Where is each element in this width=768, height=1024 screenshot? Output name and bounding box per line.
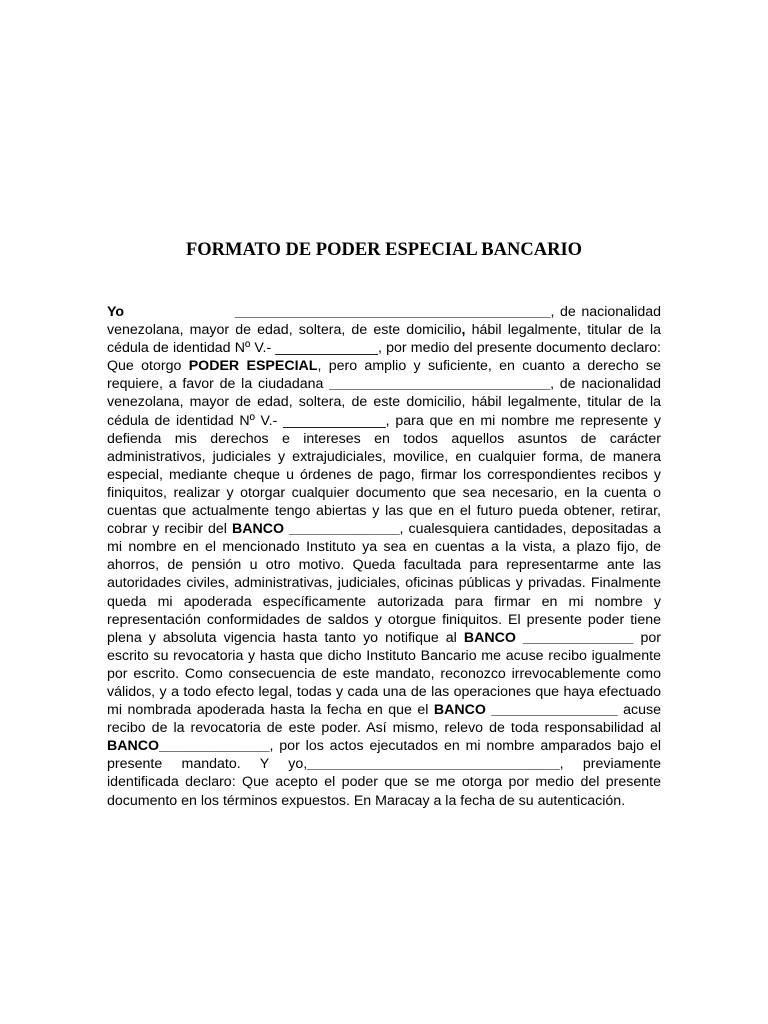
banco-blank: BANCO ______________ bbox=[463, 629, 634, 646]
body-segment: , de nacionalidad venezolana, mayor de edad, soltera, de este domicilio, hábil legalmente, titular de la cédula de identidad Nº V.- _____________, para que en mi nombre me represente y defienda mis derechos e intereses en todos aquellos asuntos de carácter administrativos, judiciales y extrajudiciales, movilice, en cualquier forma, de manera especial, mediante cheque u órdenes de pago, firmar los correspondientes recibos y finiquitos, realizar y otorgar cualquier documento que sea necesario, en la cuenta o cuentas que actualmente tengo abiertas y las que en el futuro pueda obtener, retirar, cobrar y recibir del bbox=[107, 376, 661, 538]
body-segment: , pero amplio y suficiente, en cuanto a derecho se requiere, a favor de la ciudadana bbox=[107, 358, 661, 393]
body-segment: hábil legalmente, titular de la cédula de identidad Nº V.- _____________, por medio del presente documento declaro: Que otorgo bbox=[107, 322, 661, 375]
document-title: FORMATO DE PODER ESPECIAL BANCARIO bbox=[185, 240, 583, 260]
document-body bbox=[107, 303, 661, 810]
body-segment: , cualesquiera cantidades, depositadas a mi nombre en el mencionado Instituto ya sea en cuentas a la vista, a plazo fijo, de ahorros, de pensión u otro motivo. Queda facultada para representarme ante las autoridades civiles, administrativas, judiciales, oficinas públicas y privadas. Finalmente queda mi apoderada específicamente autorizada para firmar en mi nombre y representación conformidades de saldos y otorgue finiquitos. El presente poder tiene plena y absoluta vigencia hasta tanto yo notifique al bbox=[107, 521, 661, 646]
banco-blank: BANCO ______________ bbox=[231, 521, 400, 538]
blank-signature-line: ________________________________ bbox=[307, 756, 560, 773]
blank-name-line: ________________________________________ bbox=[234, 304, 551, 320]
body-segment-bold: Yo bbox=[107, 304, 125, 320]
body-segment: acuse recibo de la revocatoria de este poder. Así mismo, relevo de toda responsabilidad al bbox=[107, 702, 661, 737]
body-segment: por escrito su revocatoria y hasta que dicho Instituto Bancario me acuse recibo igualmente por escrito. Como consecuencia de este mandato, reconozco irrevocablemente como válidos, y a todo efecto legal, todas y cada una de las operaciones que haya efectuado mi nombrada apoderada hasta la fecha en que el bbox=[107, 629, 661, 719]
body-segment-bold: , bbox=[461, 322, 466, 339]
banco-blank: BANCO ________________ bbox=[433, 702, 618, 719]
body-segment bbox=[124, 304, 235, 320]
body-segment: , por los actos ejecutados en mi nombre amparados bajo el presente mandato. Y yo, bbox=[107, 738, 661, 773]
poder-especial-text: PODER ESPECIAL bbox=[188, 358, 318, 375]
body-segment: , de nacionalidad venezolana, mayor de edad, soltera, de este domicilio bbox=[107, 304, 661, 339]
banco-blank: BANCO______________ bbox=[107, 738, 270, 755]
body-segment: , previamente identificada declaro: Que acepto el poder que se me otorga por medio del presente documento en los términos expuestos. En Maracay a la fecha de su autenticación. bbox=[107, 756, 661, 809]
blank-citizen-line: ____________________________ bbox=[329, 376, 551, 393]
